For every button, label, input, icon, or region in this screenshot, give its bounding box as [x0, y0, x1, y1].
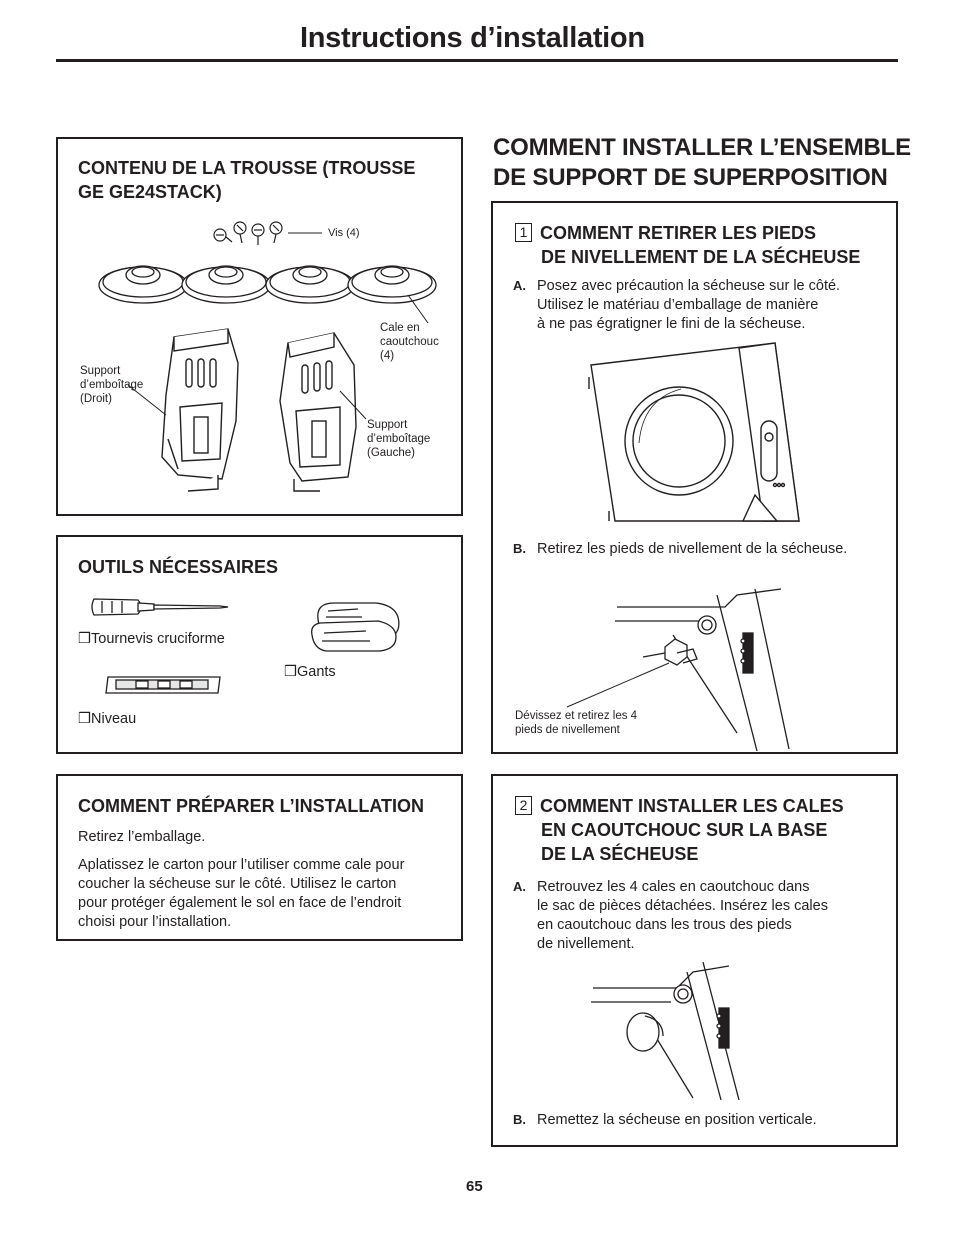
checkbox-icon: ❒: [284, 664, 297, 680]
bracket-left-icon: [280, 333, 356, 491]
step2-b: B. Remettez la sécheuse en position verticale.: [513, 1112, 817, 1128]
step2-heading: 2 COMMENT INSTALLER LES CALES EN CAOUTCHOUC SUR LA BASE DE LA SÉCHEUSE: [515, 794, 844, 866]
prepare-para1: Retirez l’emballage.: [78, 829, 206, 845]
level-icon: [106, 677, 220, 693]
prepare-heading: COMMENT PRÉPARER L’INSTALLATION: [78, 796, 424, 816]
tools-box: [56, 535, 463, 754]
checkbox-icon: ❒: [78, 631, 91, 647]
screwdriver-item: ❒Tournevis cruciforme: [78, 631, 225, 647]
bracket-right-icon: [162, 329, 238, 491]
label-screws: Vis (4): [328, 227, 360, 239]
rubber-pad-insert-illustration: [493, 776, 896, 1145]
step1-b: B. Retirez les pieds de nivellement de la sécheuse.: [513, 541, 848, 557]
step2-a: A. Retrouvez les 4 cales en caoutchouc dans le sac de pièces détachées. Insérez les cales en caoutchouc dans les trous des pieds de nivellement.: [513, 879, 828, 952]
step1-callout: Dévissez et retirez les 4 pieds de nivellement: [515, 710, 638, 736]
page-number: 65: [466, 1178, 483, 1195]
label-rubber-pads: Cale en caoutchouc (4): [380, 322, 439, 362]
title-rule: [56, 59, 898, 62]
step1-heading: 1 COMMENT RETIRER LES PIEDS DE NIVELLEMENT DE LA SÉCHEUSE: [515, 221, 860, 269]
main-heading: COMMENT INSTALLER L’ENSEMBLE DE SUPPORT DE SUPERPOSITION: [493, 134, 911, 191]
step1-box: [491, 201, 898, 754]
step1-number: 1: [515, 223, 532, 242]
checkbox-icon: ❒: [78, 711, 91, 727]
step1-a: A. Posez avec précaution la sécheuse sur le côté. Utilisez le matériau d’emballage de manière à ne pas égratigner le fini de la sécheuse.: [513, 278, 841, 332]
level-item: ❒Niveau: [78, 711, 137, 727]
leveling-leg-illustration: [493, 203, 896, 752]
label-bracket-left: Support d’emboîtage (Gauche): [367, 419, 431, 459]
kit-contents-box: [56, 137, 463, 516]
step2-number: 2: [515, 796, 532, 815]
prepare-para2: Aplatissez le carton pour l’utiliser comme cale pour coucher la sécheuse sur le côté. Utilisez le carton pour protéger également le sol en face de l’endroit choisi pour l’installation.: [78, 857, 405, 930]
gloves-icon: [312, 603, 399, 651]
rubber-pads-icon: [99, 266, 436, 303]
kit-heading: CONTENU DE LA TROUSSE (TROUSSE GE GE24STACK): [78, 158, 416, 202]
step2-box: [491, 774, 898, 1147]
prepare-box: [56, 774, 463, 941]
gloves-item: ❒Gants: [284, 664, 336, 680]
screwdriver-icon: [92, 599, 228, 615]
tools-heading: OUTILS NÉCESSAIRES: [78, 557, 279, 577]
page-title: Instructions d’installation: [300, 22, 645, 54]
screws-icon: [214, 222, 282, 245]
label-bracket-right: Support d’emboîtage (Droit): [80, 365, 144, 405]
